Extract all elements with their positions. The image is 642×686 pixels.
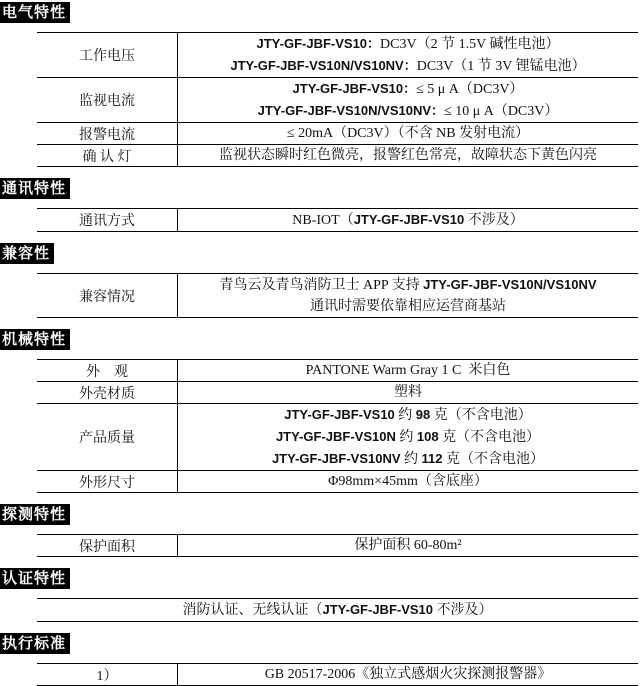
model-name-text: JTY-GF-JBF-VS10：: [292, 81, 417, 96]
row-value: [178, 33, 638, 77]
spec-table: [37, 32, 638, 167]
row-value: [178, 209, 638, 231]
model-name-text: 108: [416, 429, 439, 444]
table-row: [37, 33, 638, 78]
row-label: 保护面积: [37, 535, 178, 556]
value-line: [182, 209, 634, 231]
section-title: 认证特性: [0, 568, 70, 589]
row-value: [178, 664, 638, 685]
section-5: [0, 504, 642, 557]
row-label: 工作电压: [37, 33, 178, 77]
row-label: 1）: [37, 664, 178, 685]
table-row: [37, 145, 638, 167]
section-4: [0, 329, 642, 493]
value-text: 克（不含电池）: [442, 452, 545, 467]
spec-table: [37, 273, 638, 318]
row-value: [178, 404, 638, 470]
table-row: [37, 274, 638, 318]
section-3: [0, 243, 642, 318]
row-label: 产品质量: [37, 404, 178, 470]
section-2: [0, 178, 642, 232]
section-7: [0, 633, 642, 686]
section-title: 机械特性: [0, 329, 70, 350]
value-text: 不涉及）: [464, 213, 524, 228]
value-line: [182, 123, 634, 144]
value-text: ≤ 20mA（DC3V）（不含 NB 发射电流）: [286, 126, 530, 141]
row-value: [178, 535, 638, 556]
spec-table: [37, 208, 638, 232]
spec-table: [37, 359, 638, 493]
value-line: [182, 78, 634, 100]
value-line: [182, 145, 634, 166]
row-value: [37, 599, 638, 621]
table-row: [37, 599, 638, 622]
value-line: [41, 599, 634, 621]
section-title: 执行标准: [0, 633, 70, 654]
value-text: 约: [400, 452, 422, 467]
section-title: 探测特性: [0, 504, 70, 525]
value-line: [182, 33, 634, 55]
row-label: 外壳材质: [37, 382, 178, 403]
value-text: 消防认证、无线认证（: [182, 603, 323, 618]
value-line: [182, 426, 634, 448]
row-label: 监视电流: [37, 78, 178, 122]
row-label: 确 认 灯: [37, 145, 178, 166]
row-label: 通讯方式: [37, 209, 178, 231]
row-label: 外形尺寸: [37, 471, 178, 492]
row-value: [178, 123, 638, 144]
row-value: [178, 274, 638, 317]
table-row: [37, 664, 638, 686]
model-name-text: JTY-GF-JBF-VS10N/VS10NV：: [230, 58, 417, 73]
value-line: [182, 55, 634, 77]
table-row: [37, 78, 638, 123]
value-line: [182, 471, 634, 492]
value-text: 青鸟云及青鸟消防卫士 APP 支持: [219, 278, 424, 293]
section-header-bar: [0, 178, 642, 199]
row-value: [178, 78, 638, 122]
model-name-text: JTY-GF-JBF-VS10：: [256, 36, 381, 51]
section-header-bar: [0, 568, 642, 589]
spec-table: [37, 598, 638, 622]
value-text: 约: [395, 430, 417, 445]
section-1: [0, 2, 642, 167]
value-text: 监视状态瞬时红色微亮，报警红色常亮，故障状态下黄色闪亮: [219, 148, 597, 163]
value-text: 通讯时需要依靠相应运营商基站: [310, 299, 506, 314]
section-title: 兼容性: [0, 243, 54, 264]
value-text: GB 20517-2006《独立式感烟火灾探测报警器》: [264, 667, 552, 682]
row-value: [178, 382, 638, 403]
table-row: [37, 123, 638, 145]
row-label: 兼容情况: [37, 274, 178, 317]
value-text: 克（不含电池）: [438, 430, 541, 445]
table-row: [37, 360, 638, 382]
spec-table: [37, 534, 638, 557]
section-header-bar: [0, 504, 642, 525]
table-row: [37, 209, 638, 232]
model-name-text: JTY-GF-JBF-VS10N: [275, 429, 396, 444]
value-text: NB-IOT（: [292, 213, 354, 228]
value-text: DC3V（2 节 1.5V 碱性电池）: [380, 37, 560, 52]
value-line: [182, 360, 634, 381]
value-text: 保护面积 60-80m²: [354, 538, 462, 553]
model-name-text: JTY-GF-JBF-VS10N/VS10NV：: [257, 103, 445, 118]
row-value: [178, 360, 638, 381]
value-line: [182, 448, 634, 470]
model-name-text: 98: [415, 407, 431, 422]
row-label: 报警电流: [37, 123, 178, 144]
section-6: [0, 568, 642, 622]
row-value: [178, 145, 638, 166]
value-line: [182, 296, 634, 317]
section-header-bar: [0, 633, 642, 654]
model-name-text: JTY-GF-JBF-VS10NV: [271, 451, 401, 466]
value-text: Φ98mm×45mm（含底座）: [328, 474, 488, 489]
section-header-bar: [0, 2, 642, 23]
value-line: [182, 382, 634, 403]
value-text: 克（不含电池）: [430, 408, 532, 423]
table-row: [37, 471, 638, 493]
value-text: 塑料: [394, 385, 422, 400]
table-row: [37, 404, 638, 471]
model-name-text: JTY-GF-JBF-VS10: [284, 407, 395, 422]
value-text: 约: [394, 408, 416, 423]
value-text: DC3V（1 节 3V 锂锰电池）: [416, 59, 586, 74]
table-row: [37, 535, 638, 557]
value-line: [182, 274, 634, 296]
spec-table: [37, 663, 638, 686]
value-line: [182, 535, 634, 556]
model-name-text: JTY-GF-JBF-VS10N/VS10NV: [423, 277, 597, 292]
section-title: 电气特性: [0, 2, 70, 23]
row-value: [178, 471, 638, 492]
value-text: PANTONE Warm Gray 1 C 米白色: [305, 363, 511, 378]
model-name-text: JTY-GF-JBF-VS10: [353, 212, 465, 227]
row-label: 外 观: [37, 360, 178, 381]
value-text: 不涉及）: [433, 603, 493, 618]
section-title: 通讯特性: [0, 178, 70, 199]
model-name-text: JTY-GF-JBF-VS10: [322, 602, 434, 617]
value-text: ≤ 10 μ A（DC3V）: [444, 104, 559, 119]
model-name-text: 112: [421, 451, 443, 466]
spec-sections: [0, 2, 642, 686]
value-line: [182, 664, 634, 685]
section-header-bar: [0, 243, 642, 264]
section-header-bar: [0, 329, 642, 350]
value-line: [182, 404, 634, 426]
value-text: ≤ 5 μ A（DC3V）: [416, 82, 524, 97]
value-line: [182, 100, 634, 122]
table-row: [37, 382, 638, 404]
